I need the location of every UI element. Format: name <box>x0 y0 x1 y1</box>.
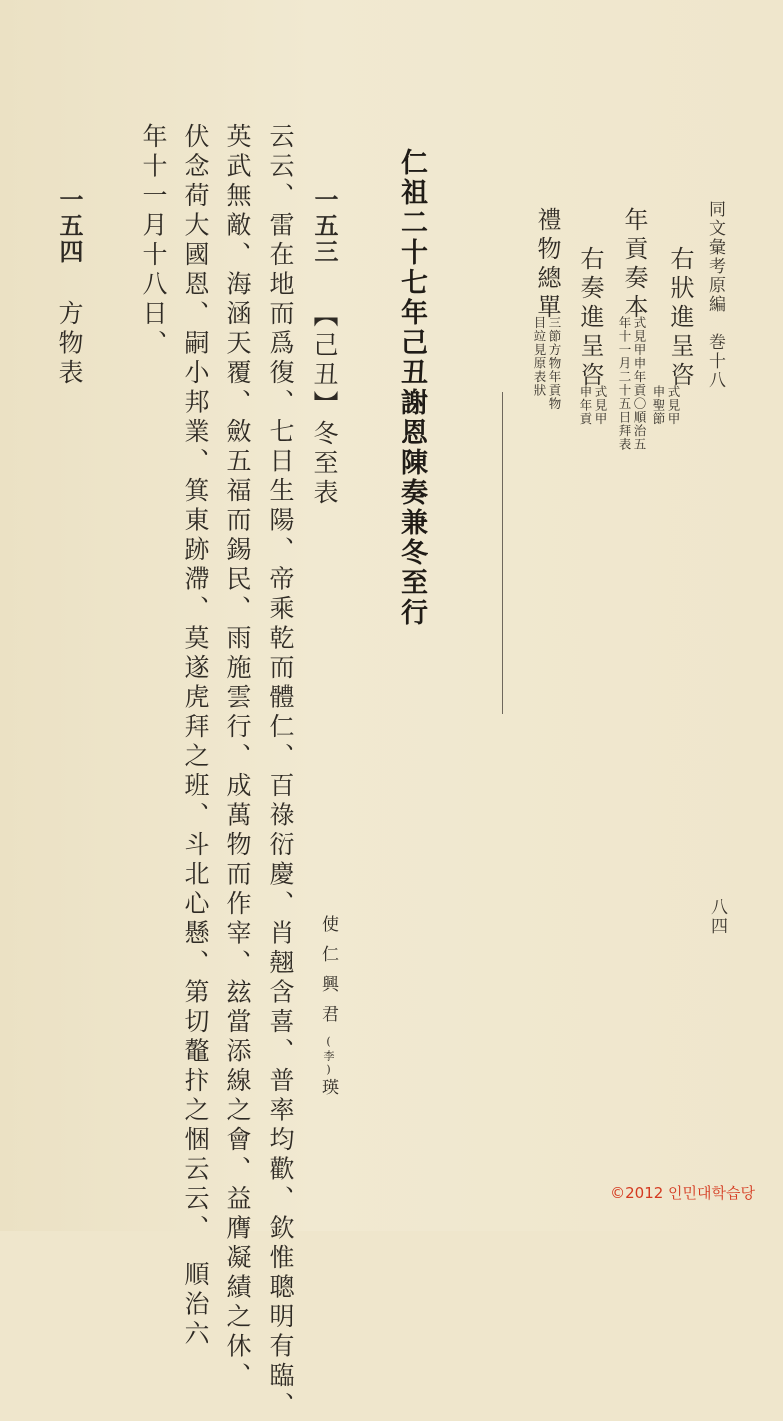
toc-item-1-note <box>651 385 681 426</box>
toc-item-4-note-line: 三節方物年貢物 <box>547 316 562 411</box>
body-line-2: 英武無敵、海涵天覆、斂五福而錫民、雨施雲行、成萬物而作宰、玆當添線之會、益膺凝績之休、 <box>223 123 252 1392</box>
author-name: 使仁興君 <box>318 915 338 1035</box>
author-paren: (李) <box>322 1035 335 1078</box>
section-title: 仁祖二十七年己丑謝恩陳奏兼冬至行 <box>396 148 427 628</box>
entry-154-heading <box>57 187 82 389</box>
page-number: 八四 <box>707 898 727 936</box>
toc-item-3-note-line: 申年貢 <box>578 385 593 426</box>
author-tail: 瑛 <box>318 1078 338 1108</box>
entry-153-bracket: 【己丑】 <box>310 302 339 420</box>
toc-item-4-title: 禮物總單 <box>533 207 561 323</box>
entry-153-title: 冬至表 <box>310 420 339 509</box>
body-line-1: 云云、雷在地而爲復、七日生陽、帝乘乾而體仁、百祿衍慶、肖翹含喜、普率均歡、欽惟聰明有臨、 <box>266 123 295 1421</box>
entry-154-title: 方物表 <box>55 300 84 389</box>
toc-item-3-note-line: 式見甲 <box>593 385 608 426</box>
body-line-3: 伏念荷大國恩、嗣小邦業、箕東跡滯、莫遂虎拜之班、斗北心懸、第切鼇抃之悃云云、 順治六 <box>181 123 210 1350</box>
toc-item-3-note <box>578 385 608 426</box>
toc-item-1-note-line: 申聖節 <box>651 385 666 426</box>
toc-item-2-title: 年貢奏本 <box>620 207 648 323</box>
entry-154-number: 一五四 <box>55 187 83 265</box>
toc-item-2-note-line: 年十一月二十五日拜表 <box>617 316 632 451</box>
copyright-watermark: ©2012 인민대학습당 <box>610 1184 755 1202</box>
toc-item-3-title: 右奏進呈咨 <box>576 246 604 391</box>
toc-item-1-note-line: 式見甲 <box>666 385 681 426</box>
entry-153-number: 一五三 <box>310 187 338 265</box>
entry-153-author <box>316 915 341 1108</box>
toc-item-4-note-line: 目竝見原表狀 <box>532 316 547 397</box>
running-header: 同文彙考原編 巻十八 <box>705 200 725 390</box>
toc-item-2-note-line: 式見甲申年貢〇順治五 <box>632 316 647 451</box>
divider-line <box>502 392 503 714</box>
toc-item-1-title: 右狀進呈咨 <box>666 246 694 391</box>
toc-item-2-note <box>617 316 647 451</box>
body-line-4: 年十一月十八日、 <box>139 123 168 359</box>
toc-item-4-note <box>532 316 562 411</box>
entry-153-heading <box>312 187 337 509</box>
